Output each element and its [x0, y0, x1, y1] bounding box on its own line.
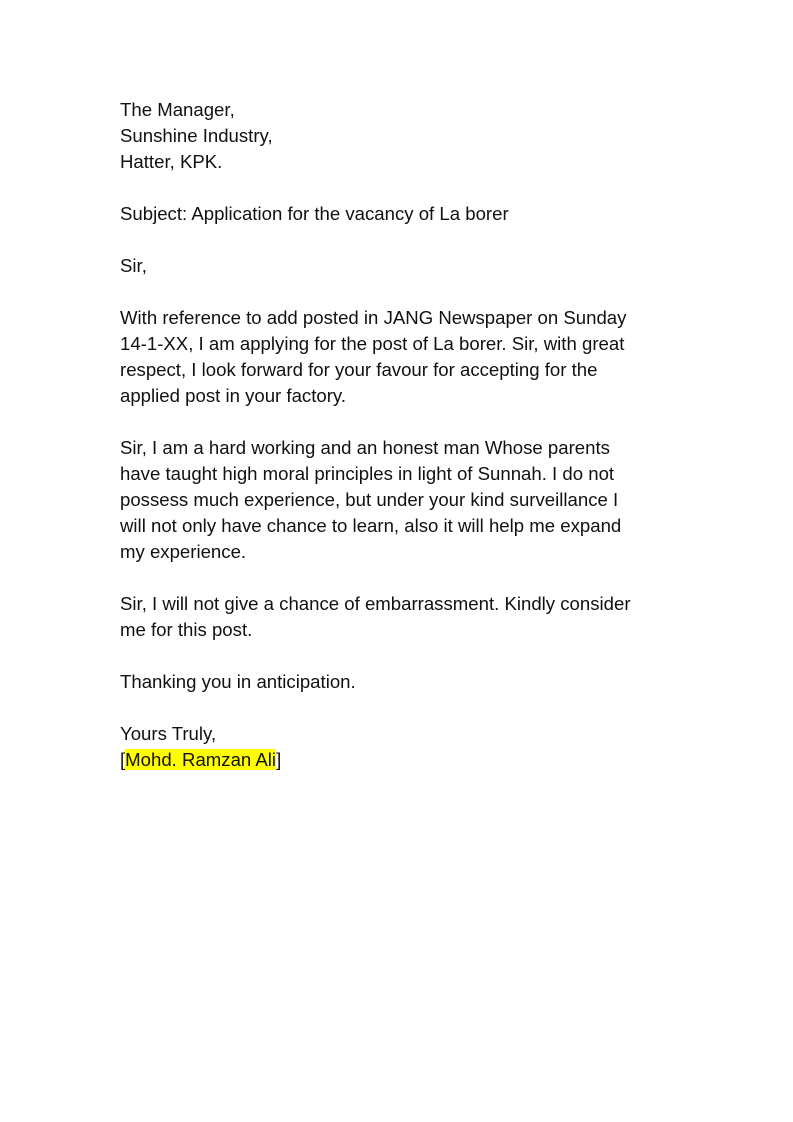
paragraph-line: Sir, I am a hard working and an honest man Whose parents	[120, 437, 610, 458]
paragraph-line: With reference to add posted in JANG Newspaper on Sunday	[120, 307, 627, 328]
paragraph-line: will not only have chance to learn, also it will help me expand	[120, 515, 622, 536]
body-paragraph-3	[120, 591, 680, 643]
letter-body	[120, 97, 680, 773]
signature-close-bracket: ]	[276, 749, 282, 770]
blank-line	[120, 695, 680, 721]
paragraph-line: have taught high moral principles in light of Sunnah. I do not	[120, 463, 615, 484]
signature-line	[120, 747, 680, 773]
closing-line: Yours Truly,	[120, 723, 217, 744]
recipient-address	[120, 97, 680, 175]
signature-name: Mohd. Ramzan Ali	[125, 749, 277, 770]
recipient-title: The Manager,	[120, 99, 235, 120]
blank-line	[120, 227, 680, 253]
thanks-line: Thanking you in anticipation.	[120, 671, 356, 692]
paragraph-line: possess much experience, but under your kind surveillance I	[120, 489, 619, 510]
paragraph-line: Sir, I will not give a chance of embarrassment. Kindly consider	[120, 593, 631, 614]
blank-line	[120, 409, 680, 435]
blank-line	[120, 279, 680, 305]
signature-open-bracket: [	[120, 749, 126, 770]
body-paragraph-1	[120, 305, 680, 409]
body-paragraph-2	[120, 435, 680, 565]
paragraph-line: my experience.	[120, 541, 247, 562]
subject-line: Subject: Application for the vacancy of La borer	[120, 203, 509, 224]
paragraph-line: respect, I look forward for your favour for accepting for the	[120, 359, 598, 380]
salutation: Sir,	[120, 255, 147, 276]
paragraph-line: me for this post.	[120, 619, 253, 640]
recipient-company: Sunshine Industry,	[120, 125, 273, 146]
paragraph-line: applied post in your factory.	[120, 385, 347, 406]
blank-line	[120, 643, 680, 669]
blank-line	[120, 175, 680, 201]
paragraph-line: 14-1-XX, I am applying for the post of La borer. Sir, with great	[120, 333, 625, 354]
recipient-location: Hatter, KPK.	[120, 151, 223, 172]
blank-line	[120, 565, 680, 591]
